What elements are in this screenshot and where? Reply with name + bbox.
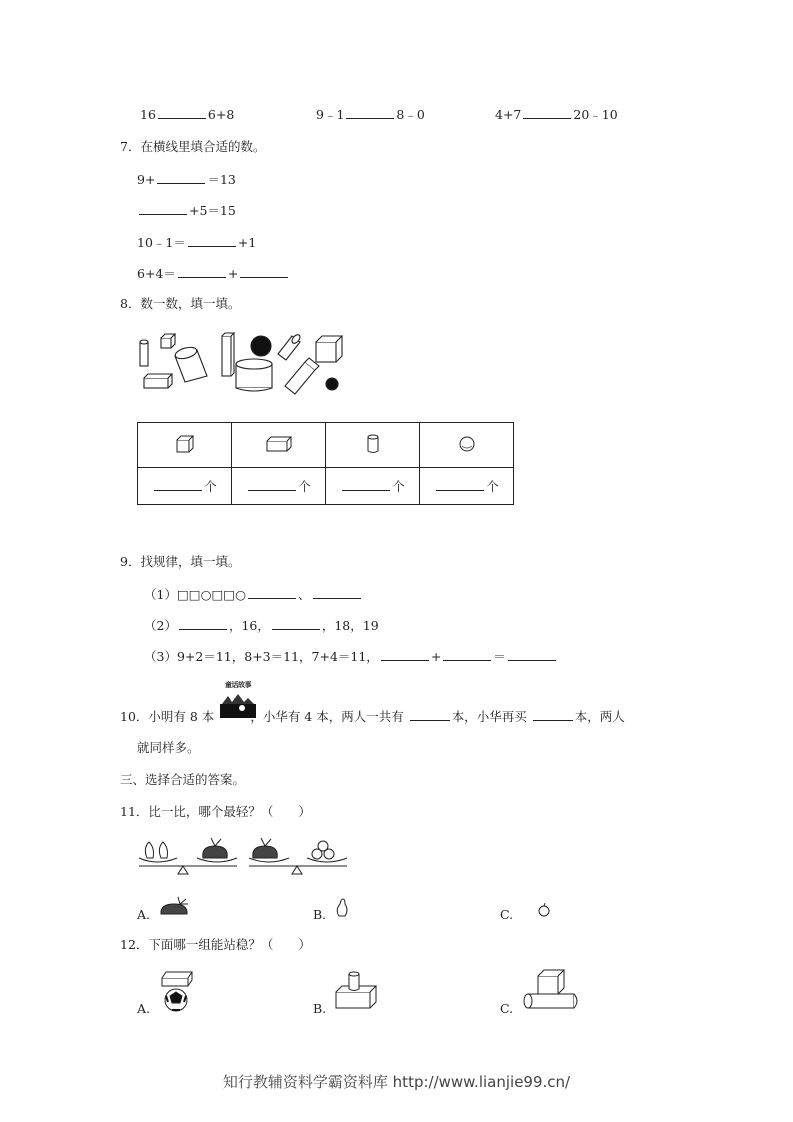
answer-blank[interactable] [157, 171, 205, 184]
cylinder-cell [326, 423, 420, 468]
answer-blank[interactable] [342, 478, 390, 491]
answer-blank[interactable] [508, 648, 556, 661]
cube-on-cylinder-icon [522, 968, 582, 1012]
answer-blank[interactable] [178, 265, 226, 278]
answer-blank[interactable] [313, 586, 361, 599]
answer-blank[interactable] [179, 617, 227, 630]
sphere-cell [420, 423, 514, 468]
answer-blank[interactable] [248, 478, 296, 491]
compare-b: 9﹣1 8﹣0 [316, 107, 425, 122]
answer-blank[interactable] [381, 648, 429, 661]
cube-count: 个 [138, 468, 232, 505]
answer-blank[interactable] [188, 234, 236, 247]
answer-blank[interactable] [410, 708, 450, 721]
cuboid-cell [232, 423, 326, 468]
q9-title: 9．找规律，填一填。 [120, 554, 241, 569]
answer-blank[interactable] [346, 106, 394, 119]
compare-a: 16 6+8 [140, 107, 235, 122]
answer-blank[interactable] [154, 478, 202, 491]
cylinder-count: 个 [326, 468, 420, 505]
q9-line3: （3）9+2＝11，8+3＝11，7+4＝11， + ＝ [144, 648, 558, 665]
q11-title: 11．比一比，哪个最轻？（ ） [120, 804, 311, 819]
q7-line4: 6+4＝ + [137, 265, 290, 282]
pear-icon [334, 896, 350, 918]
answer-blank[interactable] [272, 617, 320, 630]
q7-line1: 9+ ＝13 [137, 172, 236, 187]
apple-icon [536, 902, 552, 918]
q7-line2: +5＝15 [137, 202, 236, 219]
cube-cell [138, 423, 232, 468]
answer-blank[interactable] [443, 648, 491, 661]
q7-line3: 10﹣1＝ +1 [137, 235, 257, 250]
answer-blank[interactable] [139, 202, 187, 215]
count-table [137, 422, 514, 505]
cylinder-on-cuboid-icon [334, 968, 380, 1012]
q11-option-a[interactable]: A. [137, 907, 151, 922]
answer-blank[interactable] [533, 708, 573, 721]
q11-option-b[interactable]: B. [313, 907, 327, 922]
answer-blank[interactable] [158, 106, 206, 119]
q11-option-c[interactable]: C. [500, 907, 514, 922]
answer-blank[interactable] [248, 586, 296, 599]
answer-blank[interactable] [523, 106, 571, 119]
cuboid-icon [265, 436, 293, 452]
answer-blank[interactable] [436, 478, 484, 491]
compare-c: 4+7 20﹣10 [495, 107, 618, 122]
section3-title: 三、选择合适的答案。 [120, 772, 246, 787]
cube-icon [175, 435, 195, 453]
q12-title: 12．下面哪一组能站稳？（ ） [120, 937, 311, 952]
footer-watermark: 知行教辅资料学霸资料库 http://www.lianjie99.cn/ [222, 1073, 571, 1091]
pineapple-icon [158, 896, 192, 918]
q10-line1: 10．小明有 8 本 ，小华有 4 本，两人一共有 本，小华再买 本，两人 [120, 709, 625, 724]
q8-title: 8．数一数，填一填。 [120, 296, 241, 311]
cuboid-on-ball-icon [158, 968, 194, 1012]
answer-blank[interactable] [240, 265, 288, 278]
storybook-label: 童话故事 [225, 681, 251, 689]
q7-title: 7．在横线里填合适的数。 [120, 139, 266, 154]
q12-option-a[interactable]: A. [137, 1001, 151, 1016]
solids-illustration [135, 328, 350, 400]
cuboid-count: 个 [232, 468, 326, 505]
q10-line2: 就同样多。 [137, 740, 200, 755]
q12-option-b[interactable]: B. [313, 1001, 327, 1016]
sphere-count: 个 [420, 468, 514, 505]
sphere-icon [458, 435, 476, 453]
q9-line2: （2） ，16， ，18，19 [144, 618, 379, 633]
cylinder-icon [366, 434, 380, 454]
q9-line1: （1）□□○□□○ 、 [144, 586, 363, 603]
balance-scales-illustration [137, 836, 347, 878]
q12-option-c[interactable]: C. [500, 1001, 514, 1016]
